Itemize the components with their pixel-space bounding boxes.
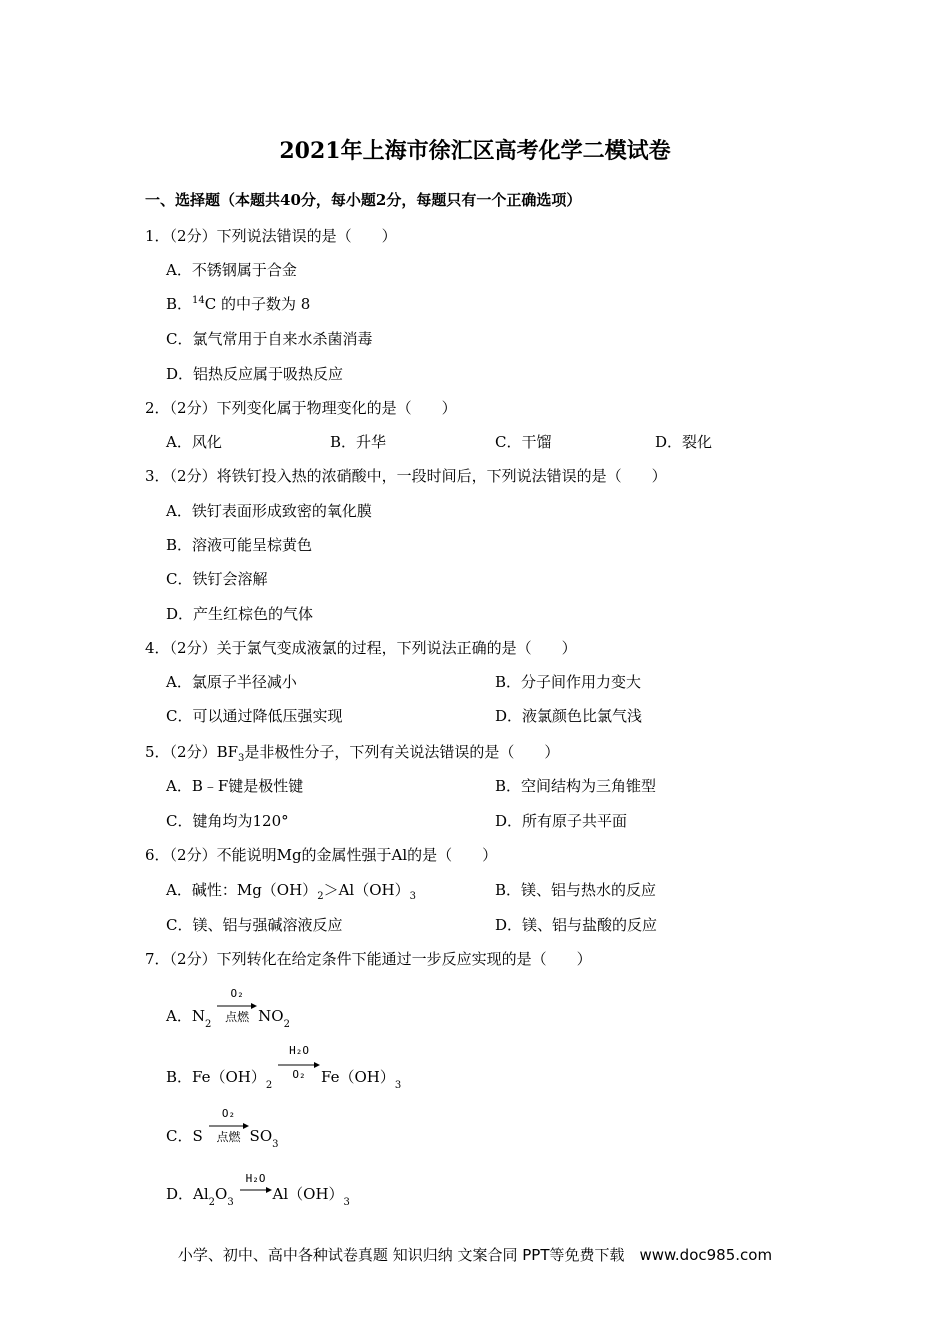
q3-option-b: B．溶液可能呈棕黄色 — [166, 536, 313, 554]
q3-option-a: A．铁钉表面形成致密的氧化膜 — [166, 502, 372, 520]
q1-option-b: B．$^{14}$C 的中子数为 8 — [166, 295, 311, 313]
q3-option-d: D．产生红棕色的气体 — [166, 605, 314, 623]
q7-option-c: C．S O₂ 点燃 $SO_3$ — [166, 1107, 279, 1150]
question-2-stem: 2．（2分）下列变化属于物理变化的是（ ） — [145, 399, 457, 417]
q2-option-a: A．风化 — [166, 433, 222, 451]
q6-option-c: C．镁、铝与强碱溶液反应 — [166, 916, 343, 934]
reaction-arrow: O₂ 点燃 — [217, 987, 257, 1027]
q6-option-b: B．镁、铝与热水的反应 — [495, 881, 657, 899]
q3-option-c: C．铁钉会溶解 — [166, 570, 268, 588]
q7-option-a: A．$N_2$ O₂ 点燃 $NO_2$ — [166, 987, 290, 1030]
question-5-stem: 5．（2分）$BF_3$是非极性分子，下列有关说法错误的是（ ） — [145, 743, 560, 764]
q2-option-c: C．干馏 — [495, 433, 552, 451]
q5-option-a: A．B﹣F键是极性键 — [166, 777, 304, 795]
q1-option-c: C．氯气常用于自来水杀菌消毒 — [166, 330, 373, 348]
q4-option-d: D．液氯颜色比氯气浅 — [495, 707, 643, 725]
q2-option-d: D．裂化 — [655, 433, 713, 451]
q5-option-b: B．空间结构为三角锥型 — [495, 777, 657, 795]
reaction-arrow: H₂O — [240, 1172, 272, 1202]
q7-option-d: D．$Al_2O_3$ H₂O $Al(OH)_3$ — [166, 1172, 350, 1208]
q4-option-b: B．分子间作用力变大 — [495, 673, 642, 691]
q7-option-b: B．$Fe(OH)_2$ H₂O O₂ $Fe(OH)_3$ — [166, 1044, 402, 1091]
question-7-stem: 7．（2分）下列转化在给定条件下能通过一步反应实现的是（ ） — [145, 950, 592, 968]
page-title: 2021年上海市徐汇区高考化学二模试卷 — [279, 138, 671, 164]
q1-option-d: D．铝热反应属于吸热反应 — [166, 365, 344, 383]
q5-option-d: D．所有原子共平面 — [495, 812, 628, 830]
reaction-arrow: H₂O O₂ — [278, 1044, 320, 1088]
question-3-stem: 3．（2分）将铁钉投入热的浓硝酸中，一段时间后，下列说法错误的是（ ） — [145, 467, 667, 485]
q6-option-d: D．镁、铝与盐酸的反应 — [495, 916, 658, 934]
section-heading: 一、选择题（本题共40分，每小题2分，每题只有一个正确选项） — [145, 191, 582, 209]
reaction-arrow: O₂ 点燃 — [209, 1107, 249, 1147]
q4-option-c: C．可以通过降低压强实现 — [166, 707, 343, 725]
q5-option-c: C．键角均为120° — [166, 812, 289, 830]
q4-option-a: A．氯原子半径减小 — [166, 673, 297, 691]
page-footer: 小学、初中、高中各种试卷真题 知识归纳 文案合同 PPT等免费下载 www.doc985.com — [177, 1246, 773, 1264]
q6-option-a: A．碱性：$Mg(OH)_2>Al(OH)_3$ — [166, 881, 416, 902]
question-4-stem: 4．（2分）关于氯气变成液氯的过程，下列说法正确的是（ ） — [145, 639, 577, 657]
question-1-stem: 1．（2分）下列说法错误的是（ ） — [145, 227, 397, 245]
question-6-stem: 6．（2分）不能说明Mg的金属性强于Al的是（ ） — [145, 846, 498, 864]
q2-option-b: B．升华 — [330, 433, 387, 451]
q1-option-a: A．不锈钢属于合金 — [166, 261, 297, 279]
